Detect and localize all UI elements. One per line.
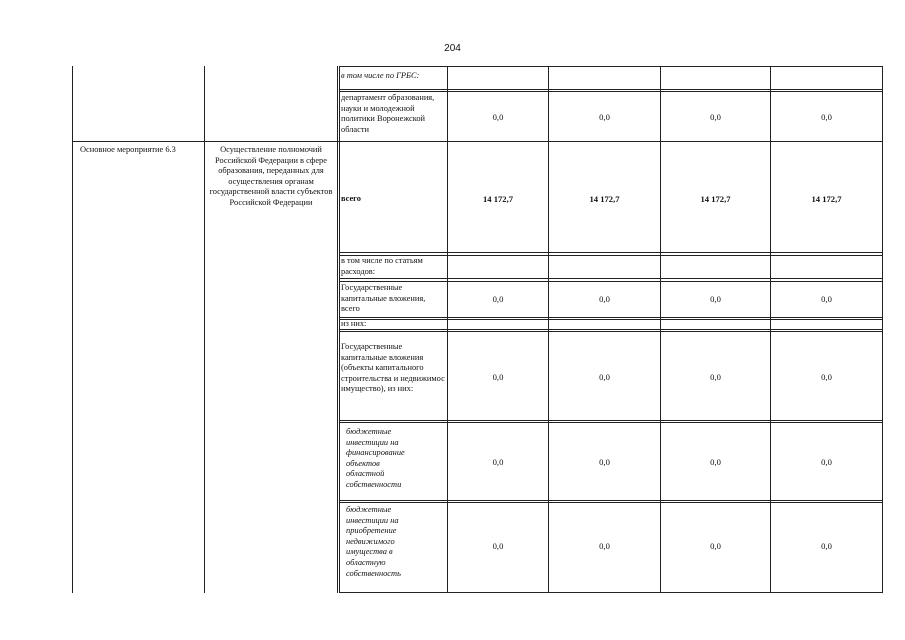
value-cell: 0,0 — [599, 112, 610, 122]
value-cell: 0,0 — [821, 294, 832, 304]
value-cell: 0,0 — [710, 372, 721, 382]
row-label: департамент образования, науки и молодежной политики Воронежской области — [341, 93, 435, 134]
value-cell: 0,0 — [710, 112, 721, 122]
value-cell: 14 172,7 — [811, 194, 842, 204]
row-label: Государственные капитальные вложения (объекты капитального строительства и недвижимос имущество), из них: — [341, 342, 445, 394]
value-cell: 0,0 — [599, 294, 610, 304]
row-label: бюджетные инвестиции на приобретение недвижимого имущества в областную собственность — [346, 505, 401, 578]
row-label: в том числе по статьям расходов: — [341, 256, 423, 276]
row-label: Государственные капитальные вложения, всего — [341, 283, 426, 314]
value-cell: 0,0 — [599, 372, 610, 382]
value-cell: 0,0 — [492, 294, 504, 304]
value-cell: 14 172,7 — [589, 194, 620, 204]
value-cell: 0,0 — [492, 372, 504, 382]
value-cell: 14 172,7 — [482, 194, 514, 204]
value-cell: 0,0 — [599, 541, 610, 551]
value-cell: 0,0 — [821, 541, 832, 551]
value-cell: 0,0 — [492, 541, 504, 551]
value-cell: 0,0 — [821, 372, 832, 382]
row-label: из них: — [341, 319, 367, 328]
row-label: бюджетные инвестиции на финансирование объектов областной собственности — [346, 427, 405, 489]
value-cell: 0,0 — [710, 457, 721, 467]
value-cell: 0,0 — [599, 457, 610, 467]
row-label: в том числе по ГРБС: — [341, 71, 420, 80]
value-cell: 0,0 — [821, 457, 832, 467]
measure-code: Основное мероприятие 6.3 — [80, 145, 176, 154]
measure-name: Осуществление полномочий Российской Федерации в сфере образования, переданных для осуществления органам государственной власти субъектов Российской Федерации — [209, 145, 333, 207]
value-cell: 0,0 — [821, 112, 832, 122]
value-cell: 0,0 — [710, 294, 721, 304]
value-cell: 0,0 — [492, 457, 504, 467]
value-cell: 0,0 — [710, 541, 721, 551]
row-label: всего — [341, 194, 361, 203]
value-cell: 0,0 — [492, 112, 504, 122]
page-number: 204 — [444, 43, 461, 54]
value-cell: 14 172,7 — [700, 194, 731, 204]
